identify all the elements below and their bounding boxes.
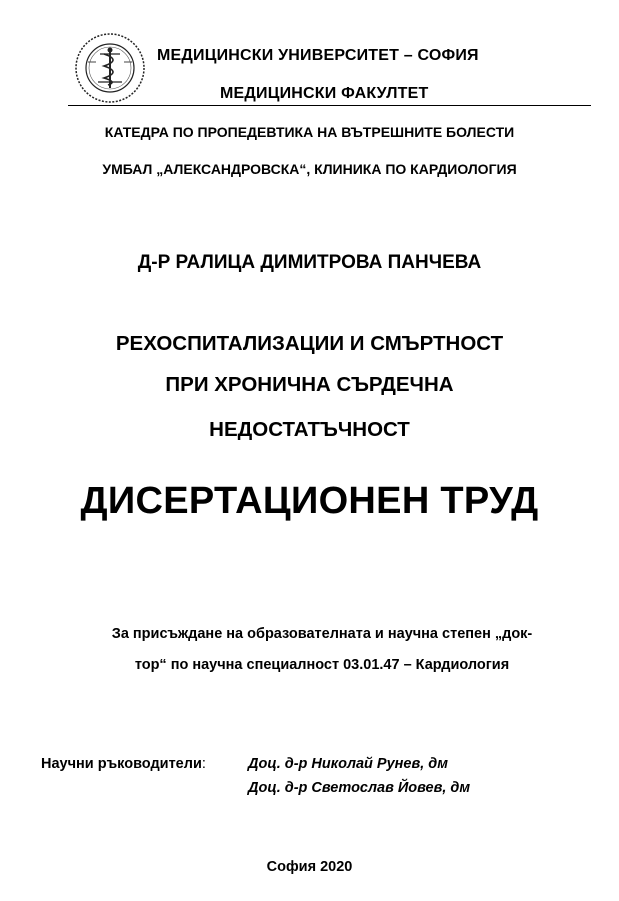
purpose-line: тор“ по научна специалност 03.01.47 – Кардиология [134,657,510,673]
supervisors-label-separator: : [201,756,206,772]
header-divider [68,105,591,106]
department-name: КАТЕДРА ПО ПРОПЕДЕВТИКА НА ВЪТРЕШНИТЕ БОЛЕСТИ [104,124,515,140]
thesis-title-line: РЕХОСПИТАЛИЗАЦИИ И СМЪРТНОСТ [115,332,504,355]
faculty-name: МЕДИЦИНСКИ ФАКУЛТЕТ [220,85,429,102]
author-name: Д-Р РАЛИЦА ДИМИТРОВА ПАНЧЕВА [137,252,482,273]
supervisors-label [41,756,206,772]
university-name: МЕДИЦИНСКИ УНИВЕРСИТЕТ – СОФИЯ [157,47,479,64]
place-and-year: София 2020 [266,859,353,875]
supervisors-label-text: Научни ръководители [41,756,202,772]
university-logo [74,32,146,104]
thesis-title-line: НЕДОСТАТЪЧНОСТ [209,418,410,441]
purpose-line: За присъждане на образователната и научна степен „док- [111,626,533,642]
hospital-name: УМБАЛ „АЛЕКСАНДРОВСКА“, КЛИНИКА ПО КАРДИОЛОГИЯ [102,161,517,177]
supervisor-name: Доц. д-р Николай Рунев, дм [248,756,448,772]
document-type: ДИСЕРТАЦИОНЕН ТРУД [80,480,539,522]
supervisor-name: Доц. д-р Светослав Йовев, дм [248,780,471,796]
thesis-title-line: ПРИ ХРОНИЧНА СЪРДЕЧНА [165,373,454,396]
